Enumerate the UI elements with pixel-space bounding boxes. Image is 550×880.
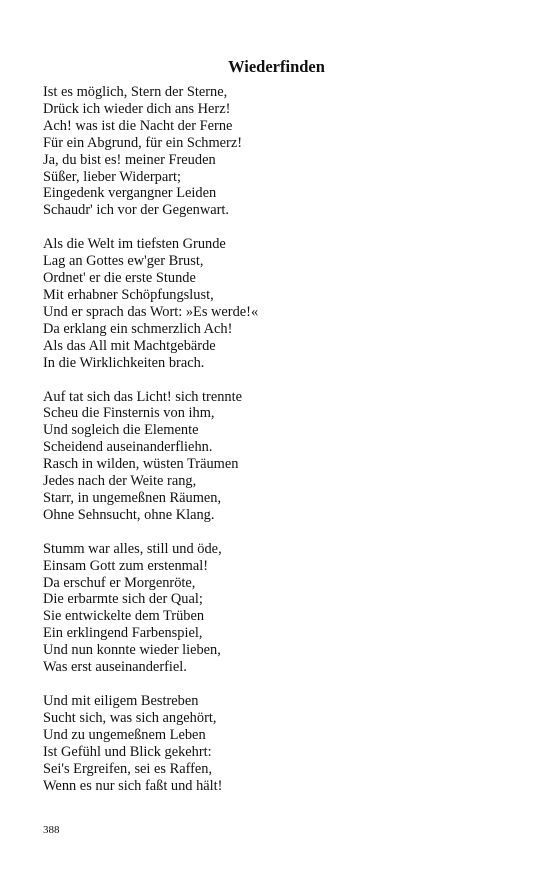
verse-line: Und nun konnte wieder lieben,	[43, 642, 221, 659]
stanza-3	[43, 389, 523, 524]
verse-line: Mit erhabner Schöpfungslust,	[43, 286, 214, 303]
verse-line: Ein erklingend Farbenspiel,	[43, 625, 203, 642]
verse-line: Und er sprach das Wort: »Es werde!«	[43, 303, 259, 320]
verse-line: Jedes nach der Weite rang,	[43, 473, 197, 490]
verse-line: Da erklang ein schmerzlich Ach!	[43, 320, 233, 337]
verse-line: Einsam Gott zum erstenmal!	[43, 557, 209, 574]
verse-line: Als das All mit Machtgebärde	[43, 337, 216, 354]
verse-line: Lag an Gottes ew'ger Brust,	[43, 253, 204, 270]
verse-line: Rasch in wilden, wüsten Träumen	[43, 456, 239, 473]
poem-title-text: Wiederfinden	[228, 57, 325, 76]
verse-line: Und mit eiligem Bestreben	[43, 693, 199, 709]
verse-line: Ja, du bist es! meiner Freuden	[43, 151, 216, 168]
verse-line: Sucht sich, was sich angehört,	[43, 709, 217, 726]
verse-line: Ist Gefühl und Blick gekehrt:	[43, 743, 212, 760]
verse-line: Schaudr' ich vor der Gegenwart.	[43, 202, 230, 219]
verse-line: Und sogleich die Elemente	[43, 422, 199, 439]
verse-line: Sie entwickelte dem Trüben	[43, 608, 205, 625]
stanza-4	[43, 541, 523, 676]
poem-title	[0, 57, 550, 77]
verse-line: Was erst auseinanderfiel.	[43, 659, 187, 676]
verse-line: In die Wirklichkeiten brach.	[43, 354, 205, 371]
verse-line: Scheidend auseinanderfliehn.	[43, 439, 213, 456]
poem-body	[43, 84, 523, 811]
verse-line: Da erschuf er Morgenröte,	[43, 574, 196, 591]
verse-line: Scheu die Finsternis von ihm,	[43, 405, 215, 422]
stanza-2	[43, 236, 523, 371]
stanza-1	[43, 84, 523, 219]
stanza-5	[43, 693, 523, 794]
verse-line: Eingedenk vergangner Leiden	[43, 185, 217, 202]
verse-line: Auf tat sich das Licht! sich trennte	[43, 388, 243, 405]
verse-line: Drück ich wieder dich ans Herz!	[43, 100, 231, 117]
verse-line: Wenn es nur sich faßt und hält!	[43, 777, 223, 794]
page-number: 388	[43, 824, 60, 836]
verse-line: Für ein Abgrund, für ein Schmerz!	[43, 134, 243, 151]
verse-line: Starr, in ungemeßnen Räumen,	[43, 489, 222, 506]
verse-line: Ohne Sehnsucht, ohne Klang.	[43, 506, 215, 523]
verse-line: Und zu ungemeßnem Leben	[43, 726, 206, 743]
verse-line: Ach! was ist die Nacht der Ferne	[43, 117, 233, 134]
verse-line: Die erbarmte sich der Qual;	[43, 591, 203, 608]
verse-line: Sei's Ergreifen, sei es Raffen,	[43, 760, 213, 777]
verse-line: Als die Welt im tiefsten Grunde	[43, 236, 226, 253]
verse-line: Ist es möglich, Stern der Sterne,	[43, 84, 228, 100]
verse-line: Ordnet' er die erste Stunde	[43, 270, 196, 287]
verse-line: Süßer, lieber Widerpart;	[43, 168, 182, 185]
verse-line: Stumm war alles, still und öde,	[43, 540, 222, 557]
